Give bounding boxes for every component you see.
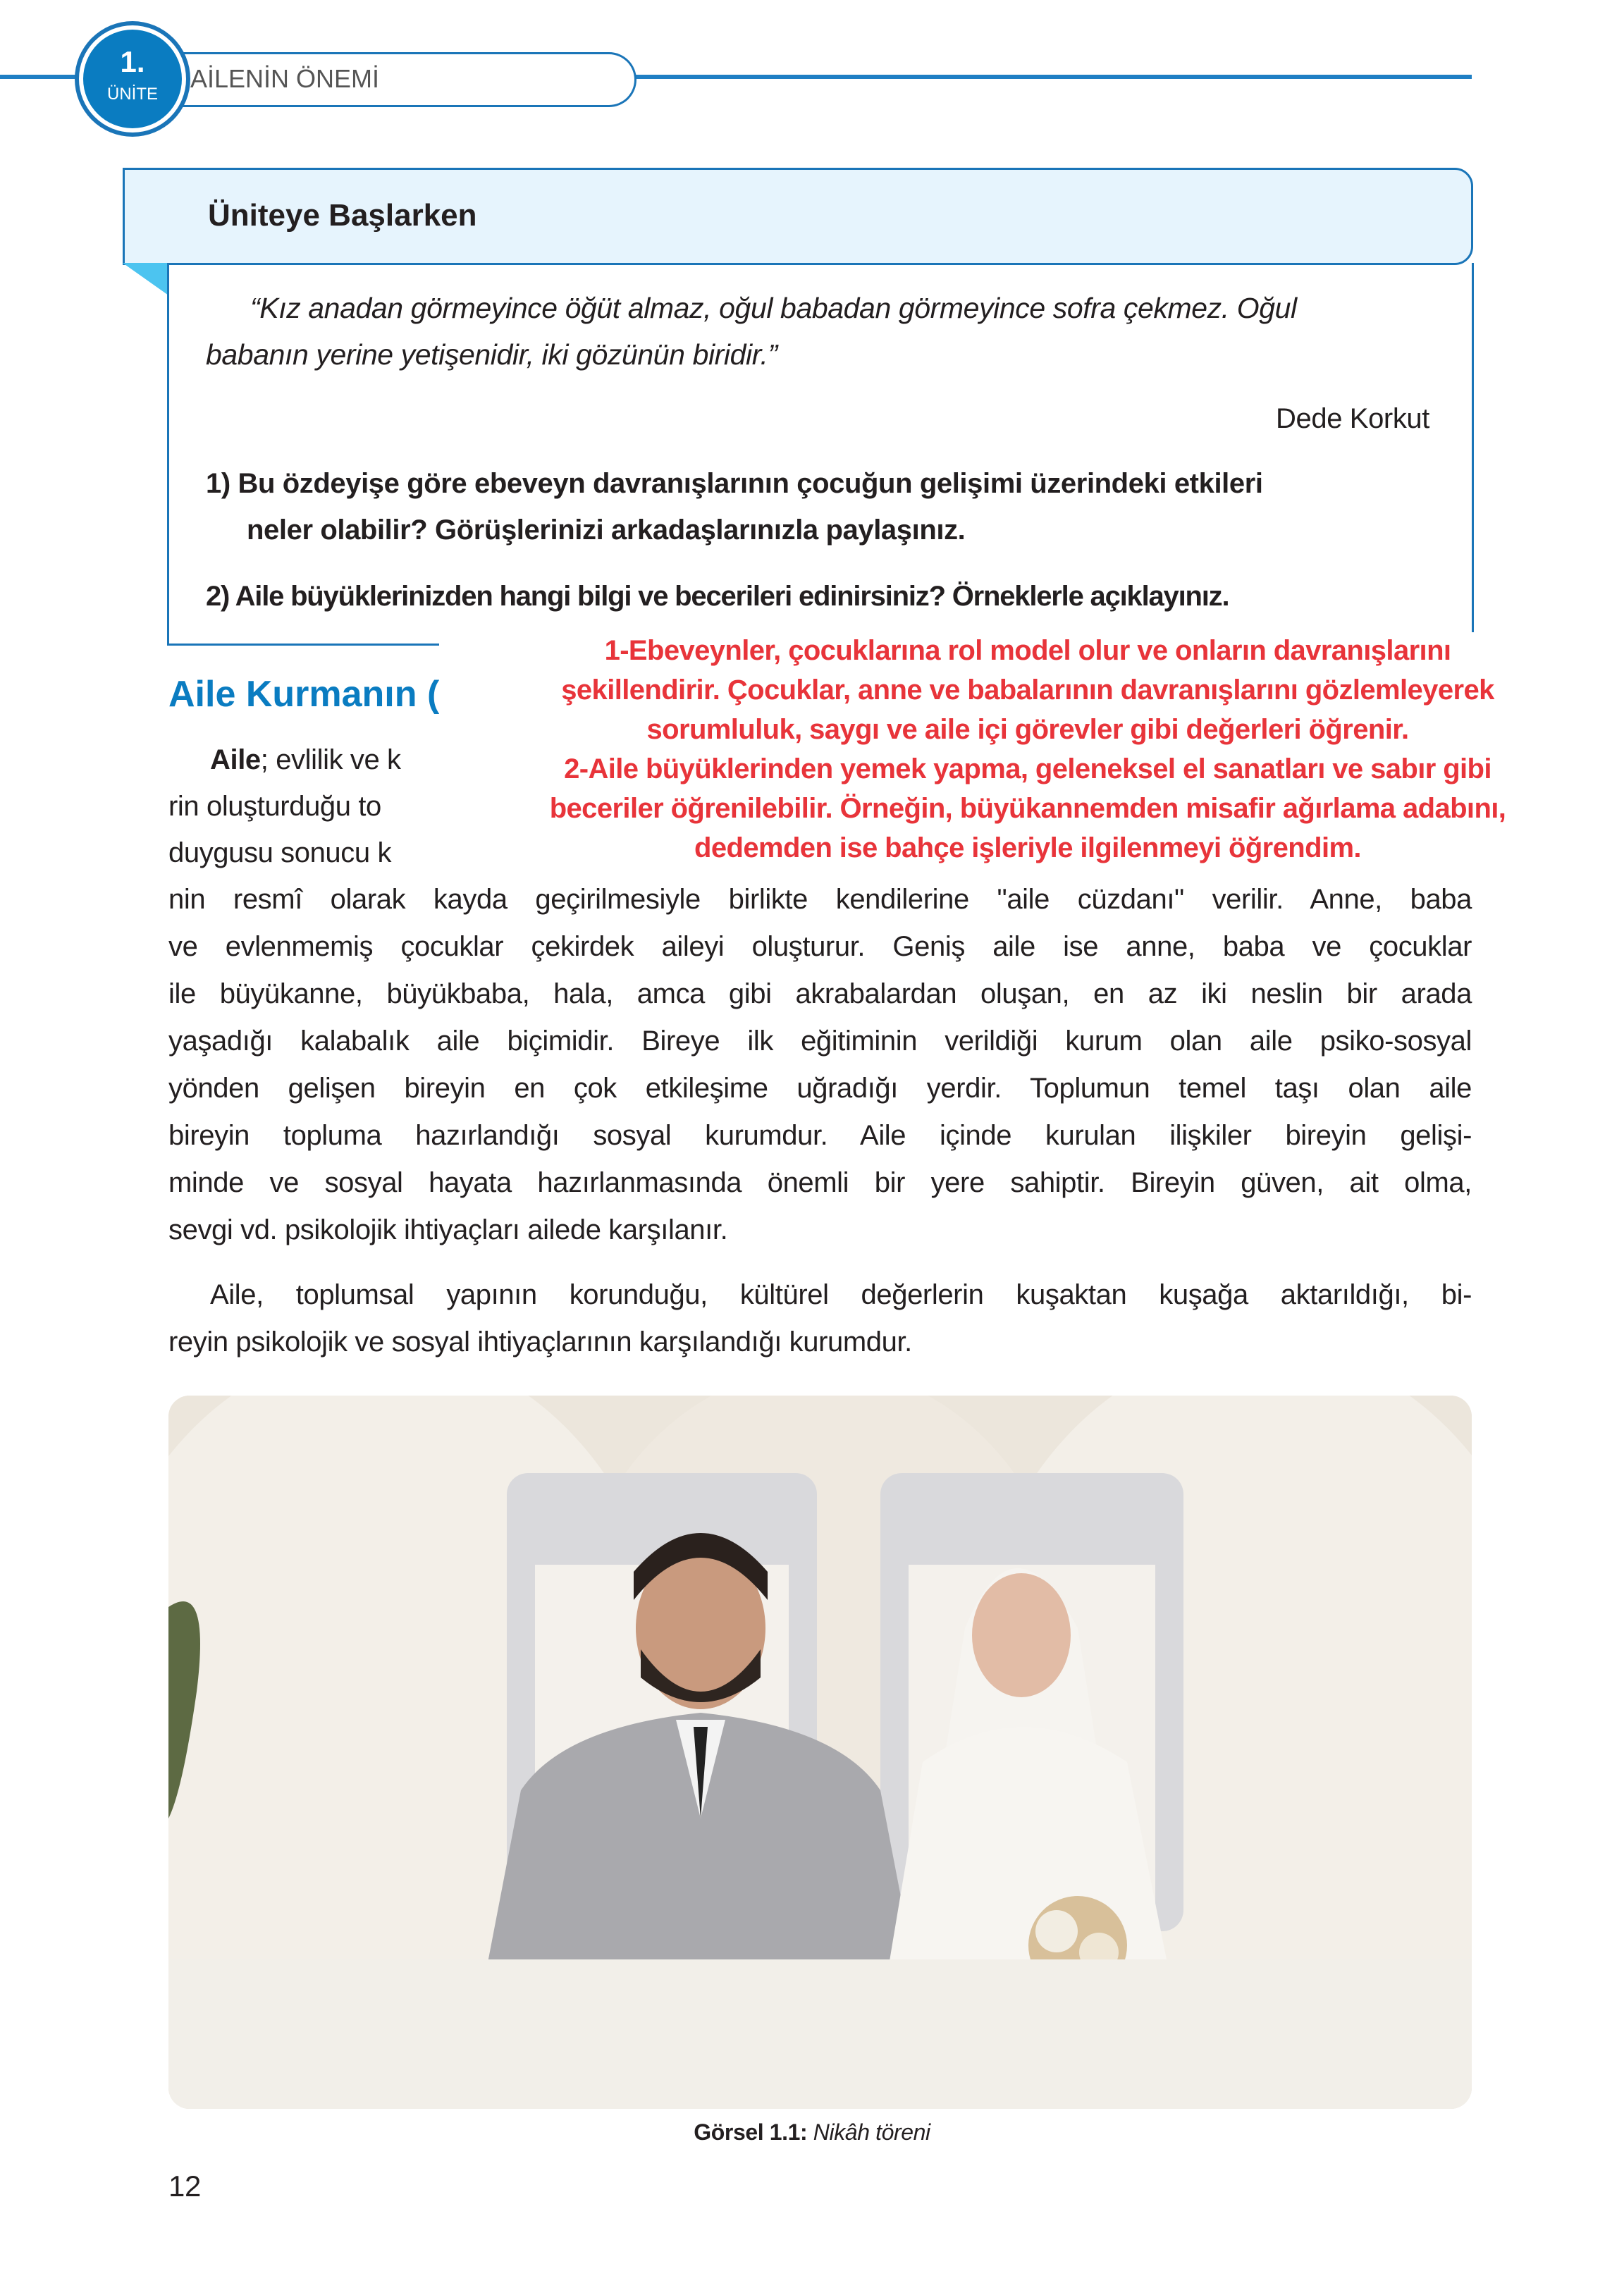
header-line-left bbox=[0, 75, 92, 79]
figure-label: Görsel 1.1: bbox=[694, 2119, 808, 2145]
question-2: 2) Aile büyüklerinizden hangi bilgi ve becerileri edinirsiniz? Örneklerle açıklayınız. bbox=[206, 581, 1229, 612]
para1-line: minde ve sosyal hayata hazırlanmasında önemli bir yere sahiptir. Bireyin güven, ait olma, bbox=[168, 1167, 1472, 1198]
para1-line: ile büyükanne, büyükbaba, hala, amca gibi akrabalardan oluşan, en az iki neslin bir arada bbox=[168, 978, 1472, 1009]
partial-line-3: duygusu sonucu k bbox=[168, 837, 392, 868]
quote-line-1: “Kız anadan görmeyince öğüt almaz, oğul babadan görmeyince sofra çekmez. Oğul bbox=[250, 292, 1297, 324]
term-aile: Aile bbox=[210, 744, 261, 775]
para2-line: Aile, toplumsal yapının korunduğu, kültürel değerlerin kuşaktan kuşağa aktarıldığı, bi- bbox=[210, 1279, 1472, 1310]
quote-author: Dede Korkut bbox=[1276, 403, 1429, 434]
answer-line-1: 1-Ebeveynler, çocuklarına rol model olur ve onların davranışlarını bbox=[604, 635, 1451, 666]
answer-line-3: sorumluluk, saygı ve aile içi görevler gibi değerleri öğrenir. bbox=[646, 714, 1409, 745]
answer-line-4: 2-Aile büyüklerinden yemek yapma, geleneksel el sanatları ve sabır gibi bbox=[564, 753, 1491, 784]
para1-line: nin resmî olarak kayda geçirilmesiyle birlikte kendilerine "aile cüzdanı" verilir. Anne, baba bbox=[168, 884, 1472, 915]
page-number: 12 bbox=[168, 2169, 201, 2203]
figure-caption-text: Nikâh töreni bbox=[813, 2119, 930, 2145]
unit-badge bbox=[83, 30, 182, 128]
unit-label: ÜNİTE bbox=[107, 85, 158, 104]
para1-line: sevgi vd. psikolojik ihtiyaçları ailede karşılanır. bbox=[168, 1214, 728, 1245]
answer-line-5: beceriler öğrenilebilir. Örneğin, büyükannemden misafir ağırlama adabını, bbox=[549, 793, 1506, 824]
unit-number: 1. bbox=[120, 45, 145, 78]
para1-line: bireyin topluma hazırlandığı sosyal kurumdur. Aile içinde kurulan ilişkiler bireyin gelişi- bbox=[168, 1120, 1472, 1151]
unit-title: AİLENİN ÖNEMİ bbox=[190, 64, 380, 93]
para1-line: yaşadığı kalabalık aile biçimidir. Bireye ilk eğitiminin verildiği kurum olan aile psiko-sosyal bbox=[168, 1026, 1472, 1057]
unit-title-pill bbox=[176, 52, 636, 107]
intro-box-header bbox=[123, 168, 1473, 265]
answer-overlay bbox=[439, 632, 1616, 870]
intro-box-title: Üniteye Başlarken bbox=[208, 198, 477, 233]
partial-line-1-text: ; evlilik ve k bbox=[260, 744, 401, 775]
partial-line-1 bbox=[210, 744, 401, 776]
para1-line: ve evlenmemiş çocuklar çekirdek aileyi oluşturur. Geniş aile ise anne, baba ve çocuklar bbox=[168, 931, 1472, 962]
wedding-photo-illustration bbox=[168, 1396, 1472, 2109]
ribbon-fold bbox=[123, 263, 168, 295]
question-1-line-1: 1) Bu özdeyişe göre ebeveyn davranışlarının çocuğun gelişimi üzerindeki etkileri bbox=[206, 468, 1263, 499]
section-heading: Aile Kurmanın ( bbox=[168, 674, 440, 715]
header-line-right bbox=[627, 75, 1472, 79]
wedding-photo bbox=[168, 1396, 1472, 2109]
answer-line-2: şekillendirir. Çocuklar, anne ve babalarının davranışlarını gözlemleyerek bbox=[561, 675, 1494, 706]
answer-line-6: dedemden ise bahçe işleriyle ilgilenmeyi öğrendim. bbox=[694, 832, 1361, 863]
partial-line-2: rin oluşturduğu to bbox=[168, 791, 381, 822]
para1-line: yönden gelişen bireyin en çok etkileşime uğradığı yerdir. Toplumun temel taşı olan aile bbox=[168, 1073, 1472, 1104]
para2-line: reyin psikolojik ve sosyal ihtiyaçlarının karşılandığı kurumdur. bbox=[168, 1326, 912, 1358]
quote-line-2: babanın yerine yetişenidir, iki gözünün biridir.” bbox=[206, 338, 777, 371]
figure-caption bbox=[0, 2119, 1624, 2146]
question-1-line-2: neler olabilir? Görüşlerinizi arkadaşlarınızla paylaşınız. bbox=[247, 515, 966, 546]
